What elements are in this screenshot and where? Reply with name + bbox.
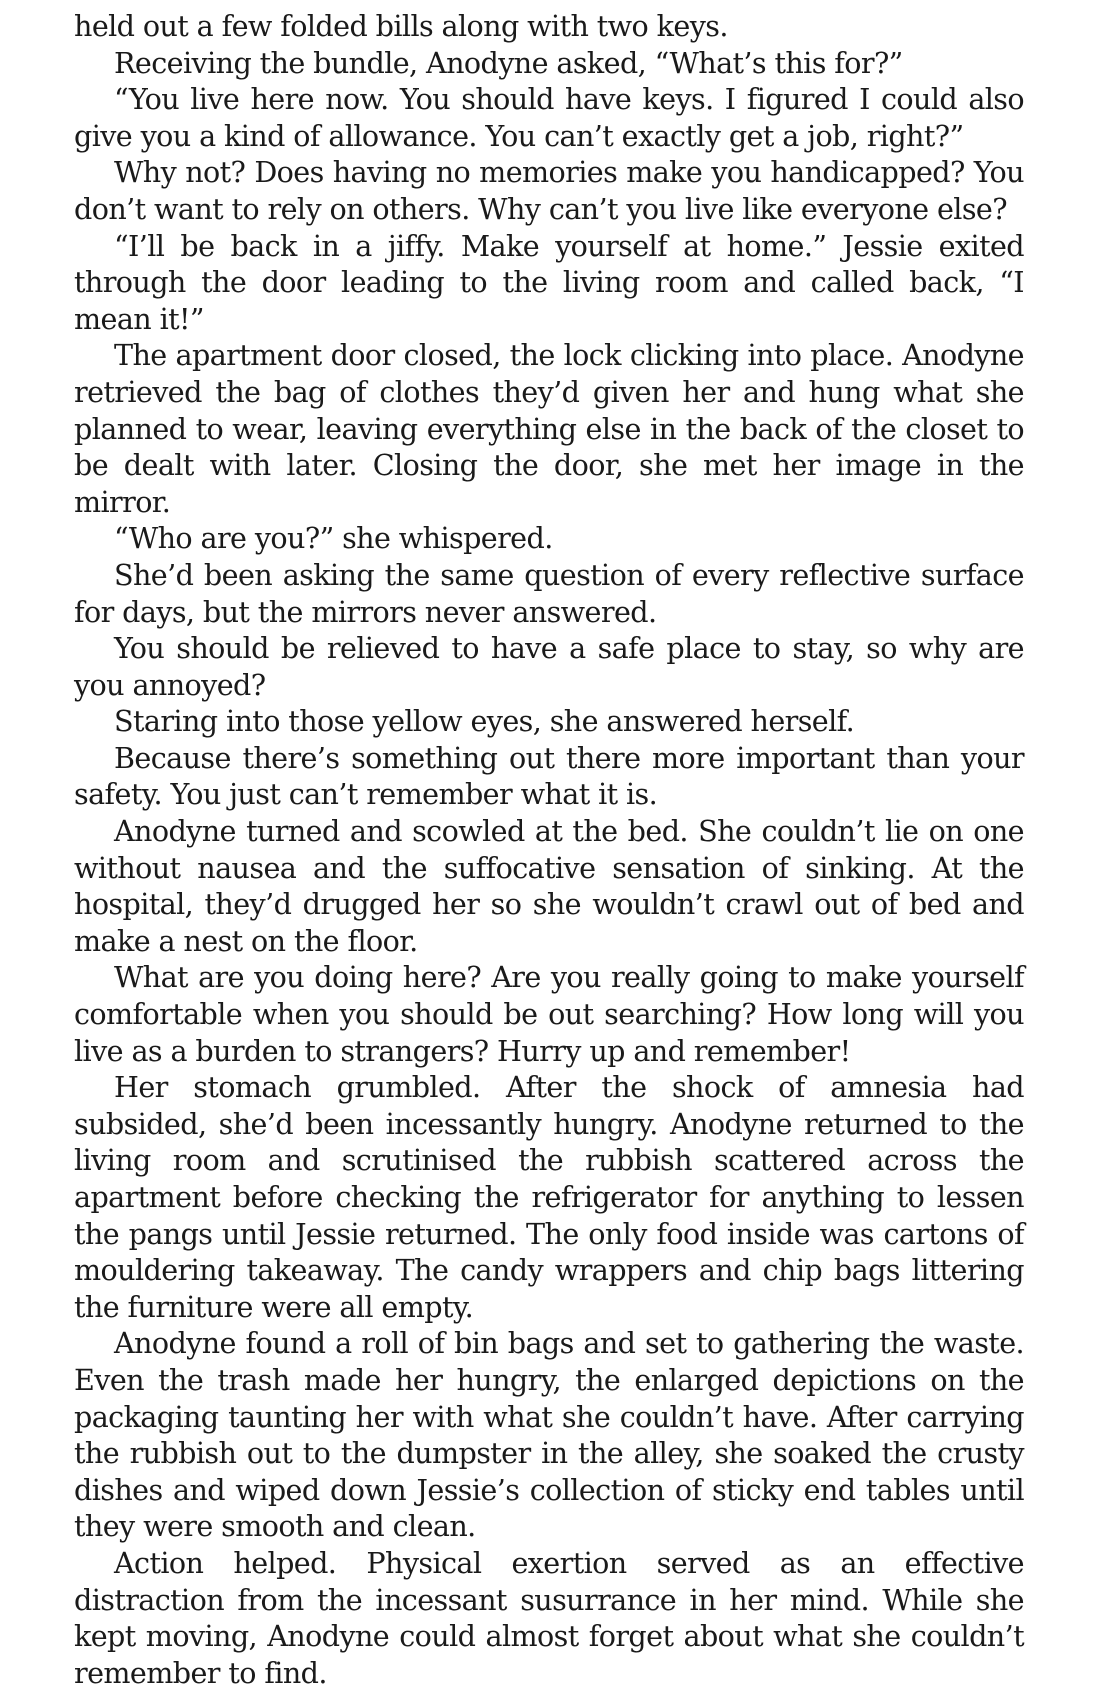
paragraph: “Who are you?” she whispered.: [114, 521, 553, 556]
paragraph: The apartment door closed, the lock clicking into place. Anodyne retrieved the bag of clothes they’d given her and hung what she planned to wear, leaving everything else in the back of the closet to be dealt with later. Closing the door, she met her image in the mirror.: [74, 338, 1024, 519]
paragraph: “You live here now. You should have keys. I figured I could also give you a kind of allowance. You can’t exactly get a job, right?”: [74, 82, 1024, 153]
paragraph: Anodyne found a roll of bin bags and set to gathering the waste. Even the trash made her hungry, the enlarged depictions on the packaging taunting her with what she couldn’t have. After carrying the rubbish out to the dumpster in the alley, she soaked the crusty dishes and wiped down Jessie’s collection of sticky end tables until they were smooth and clean.: [74, 1326, 1024, 1544]
paragraph: Action helped. Physical exertion served as an effective distraction from the incessant susurrance in her mind. While she kept moving, Anodyne could almost forget about what she couldn’t remember to find.: [74, 1545, 1024, 1690]
paragraph: Anodyne turned and scowled at the bed. She couldn’t lie on one without nausea and the suffocative sensation of sinking. At the hospital, they’d drugged her so she wouldn’t crawl out of bed and make a nest on the floor.: [74, 814, 1024, 958]
paragraph: “I’ll be back in a jiffy. Make yourself at home.” Jessie exited through the door leading to the living room and called back, “I mean it!”: [74, 228, 1024, 336]
paragraph: What are you doing here? Are you really going to make yourself comfortable when you should be out searching? How long will you live as a burden to strangers? Hurry up and remember!: [74, 960, 1024, 1068]
paragraph: Staring into those yellow eyes, she answered herself.: [114, 704, 855, 739]
paragraph: Receiving the bundle, Anodyne asked, “What’s this for?”: [114, 45, 903, 80]
paragraph-continued: held out a few folded bills along with two keys.: [74, 9, 728, 43]
book-page: [74, 8, 1024, 1691]
paragraph: You should be relieved to have a safe place to stay, so why are you annoyed?: [74, 631, 1024, 702]
paragraph: Because there’s something out there more important than your safety. You just can’t remember what it is.: [74, 740, 1024, 812]
paragraph: Why not? Does having no memories make you handicapped? You don’t want to rely on others. Why can’t you live like everyone else?: [74, 155, 1024, 226]
paragraph: She’d been asking the same question of every reflective surface for days, but the mirrors never answered.: [74, 557, 1024, 629]
paragraph: Her stomach grumbled. After the shock of amnesia had subsided, she’d been incessantly hungry. Anodyne returned to the living room and scrutinised the rubbish scattered across the apartment before checking the refrigerator for anything to lessen the pangs until Jessie returned. The only food inside was cartons of mouldering takeaway. The candy wrappers and chip bags littering the furniture were all empty.: [74, 1070, 1024, 1324]
